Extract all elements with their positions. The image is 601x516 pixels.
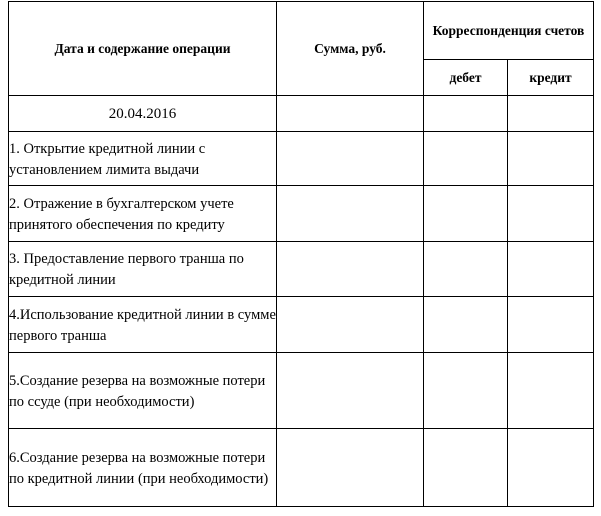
credit-cell — [508, 186, 594, 242]
header-amount: Сумма, руб. — [277, 2, 424, 96]
header-correspondence: Корреспонденция счетов — [424, 2, 594, 60]
operation-text: 2. Отражение в бухгалтерском учете принятого обеспечения по кредиту — [9, 195, 234, 233]
table-row — [9, 429, 594, 507]
header-operation: Дата и содержание операции — [9, 2, 277, 96]
amount-cell — [277, 132, 424, 186]
table-row — [9, 297, 594, 353]
debit-cell — [424, 429, 508, 507]
operation-text: 4.Использование кредитной линии в сумме первого транша — [9, 306, 276, 344]
credit-cell — [508, 132, 594, 186]
table-row — [9, 132, 594, 186]
operation-text: 3. Предоставление первого транша по кредитной линии — [9, 251, 244, 288]
amount-cell — [277, 429, 424, 507]
amount-cell — [277, 186, 424, 242]
operation-text: 6.Создание резерва на возможные потери по кредитной линии (при необходимости) — [9, 449, 269, 487]
credit-cell — [508, 242, 594, 297]
amount-cell — [277, 297, 424, 353]
amount-cell — [277, 353, 424, 429]
operation-text: 1. Открытие кредитной линии с установлением лимита выдачи — [9, 140, 206, 178]
debit-cell — [424, 186, 508, 242]
debit-cell — [424, 353, 508, 429]
amount-cell — [277, 96, 424, 132]
header-credit: кредит — [508, 60, 594, 96]
credit-cell — [508, 353, 594, 429]
debit-cell — [424, 96, 508, 132]
table-row — [9, 353, 594, 429]
credit-cell — [508, 96, 594, 132]
table-row — [9, 186, 594, 242]
posting-table — [8, 1, 594, 507]
header-row-top — [9, 2, 594, 60]
debit-cell — [424, 132, 508, 186]
date-row — [9, 96, 594, 132]
debit-cell — [424, 242, 508, 297]
operation-text: 5.Создание резерва на возможные потери по ссуде (при необходимости) — [9, 372, 266, 410]
header-debit: дебет — [424, 60, 508, 96]
debit-cell — [424, 297, 508, 353]
table-row — [9, 242, 594, 297]
credit-cell — [508, 429, 594, 507]
credit-cell — [508, 297, 594, 353]
operation-date: 20.04.2016 — [9, 96, 277, 132]
amount-cell — [277, 242, 424, 297]
